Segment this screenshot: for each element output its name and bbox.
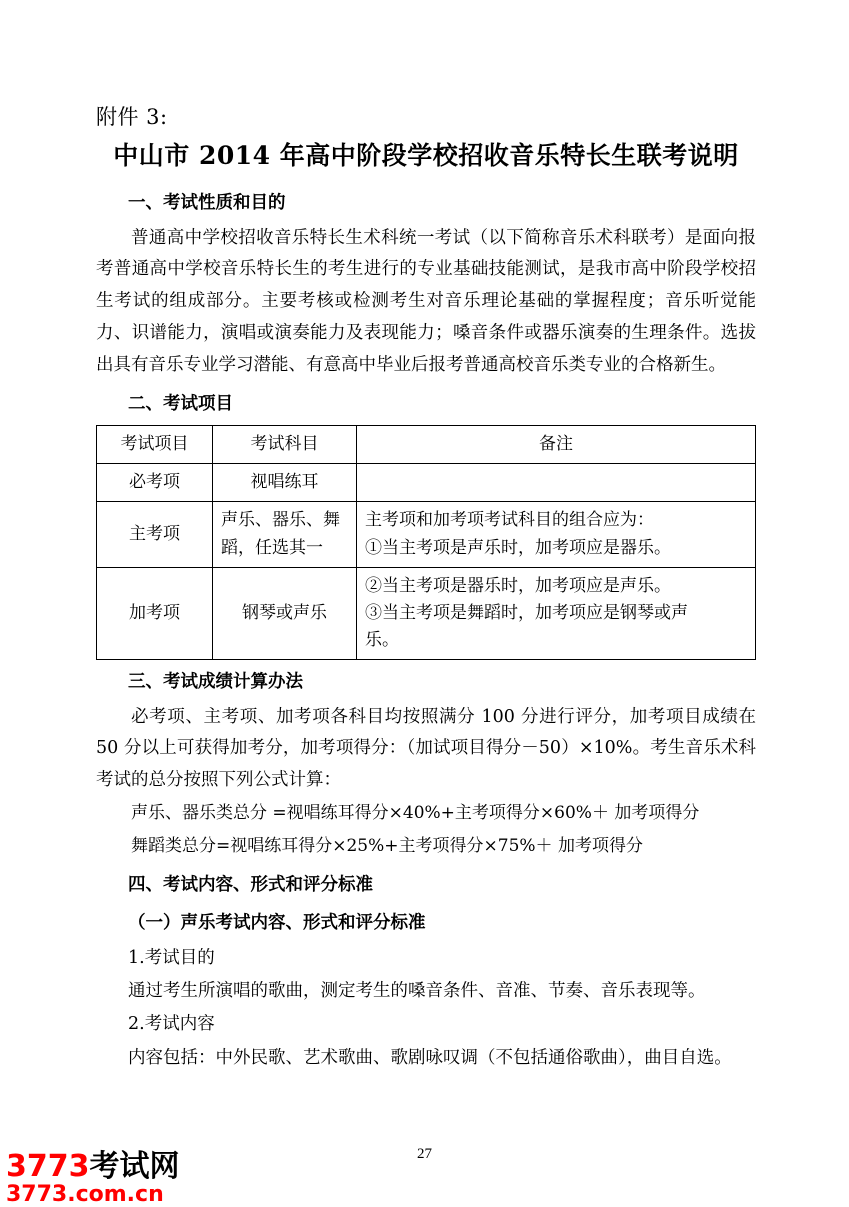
- main-subject-line-2: 蹈，任选其一: [221, 537, 323, 558]
- table-cell-main-subject: [213, 502, 357, 567]
- table-header-cell-subject: 考试科目: [213, 425, 357, 463]
- section-heading-2: 二、考试项目: [128, 393, 233, 414]
- item-label-exam-content: 2.考试内容: [128, 1014, 215, 1035]
- exam-items-table: [96, 425, 756, 660]
- table-row: [97, 502, 756, 567]
- table-row: [97, 567, 756, 660]
- main-subject-line-1: 声乐、器乐、舞: [221, 510, 340, 531]
- table-cell-required-subject: 视唱练耳: [213, 464, 357, 502]
- section-heading-3: 三、考试成绩计算办法: [128, 672, 303, 693]
- table-cell-required-project: 必考项: [97, 464, 213, 502]
- document-content: [96, 104, 756, 1075]
- attachment-label: 附件 3:: [96, 105, 168, 129]
- page-title: 中山市 2014 年高中阶段学校招收音乐特长生联考说明: [113, 141, 739, 171]
- sub-heading-vocal: （一）声乐考试内容、形式和评分标准: [128, 912, 426, 933]
- page-number: 27: [417, 1146, 432, 1162]
- extra-remark-line-1: ②当主考项是器乐时，加考项应是声乐。: [365, 575, 671, 596]
- extra-remark-line-3: 乐。: [365, 630, 399, 651]
- watermark-line-2: 3773.com.cn: [6, 1182, 164, 1207]
- main-remark-line-1: 主考项和加考项考试科目的组合应为：: [365, 510, 654, 531]
- table-cell-main-project: 主考项: [97, 502, 213, 567]
- table-cell-main-remark: [357, 502, 756, 567]
- extra-remark-line-2: ③当主考项是舞蹈时，加考项应是钢琴或声: [365, 602, 688, 623]
- item-label-exam-purpose: 1.考试目的: [128, 947, 215, 968]
- item-text-exam-content: 内容包括：中外民歌、艺术歌曲、歌剧咏叹调（不包括通俗歌曲），曲目自选。: [128, 1047, 732, 1068]
- section-3-paragraph: 必考项、主考项、加考项各科目均按照满分 100 分进行评分，加考项目成绩在 50 分以上可获得加考分，加考项得分：（加试项目得分－50）×10%。考生音乐术科考试的总分按照下列公式计算：: [96, 706, 756, 791]
- table-row: [97, 464, 756, 502]
- formula-dance: 舞蹈类总分=视唱练耳得分×25%+主考项得分×75%＋ 加考项得分: [131, 836, 643, 857]
- formula-vocal-instrumental: 声乐、器乐类总分 =视唱练耳得分×40%+主考项得分×60%＋ 加考项得分: [131, 803, 700, 824]
- table-header-cell-remark: 备注: [357, 425, 756, 463]
- section-heading-4: 四、考试内容、形式和评分标准: [128, 875, 373, 896]
- main-remark-line-2: ①当主考项是声乐时，加考项应是器乐。: [365, 537, 671, 558]
- section-1-paragraph: 普通高中学校招收音乐特长生术科统一考试（以下简称音乐术科联考）是面向报考普通高中学校音乐特长生的考生进行的专业基础技能测试，是我市高中阶段学校招生考试的组成部分。主要考核或检测考生对音乐理论基础的掌握程度；音乐听觉能力、识谱能力，演唱或演奏能力及表现能力；嗓音条件或器乐演奏的生理条件。选拔出具有音乐专业学习潜能、有意高中毕业后报考普通高校音乐类专业的合格新生。: [96, 227, 756, 375]
- table-cell-extra-remark: [357, 567, 756, 660]
- table-cell-required-remark: [357, 464, 756, 502]
- item-text-exam-purpose: 通过考生所演唱的歌曲，测定考生的嗓音条件、音准、节奏、音乐表现等。: [128, 981, 706, 1002]
- watermark-site-name: 考试网: [89, 1149, 180, 1184]
- watermark-site-number: 3773: [6, 1149, 90, 1184]
- table-header-cell-project: 考试项目: [97, 425, 213, 463]
- section-heading-1: 一、考试性质和目的: [128, 193, 286, 214]
- table-cell-extra-subject: 钢琴或声乐: [213, 567, 357, 660]
- table-header-row: [97, 425, 756, 463]
- table-cell-extra-project: 加考项: [97, 567, 213, 660]
